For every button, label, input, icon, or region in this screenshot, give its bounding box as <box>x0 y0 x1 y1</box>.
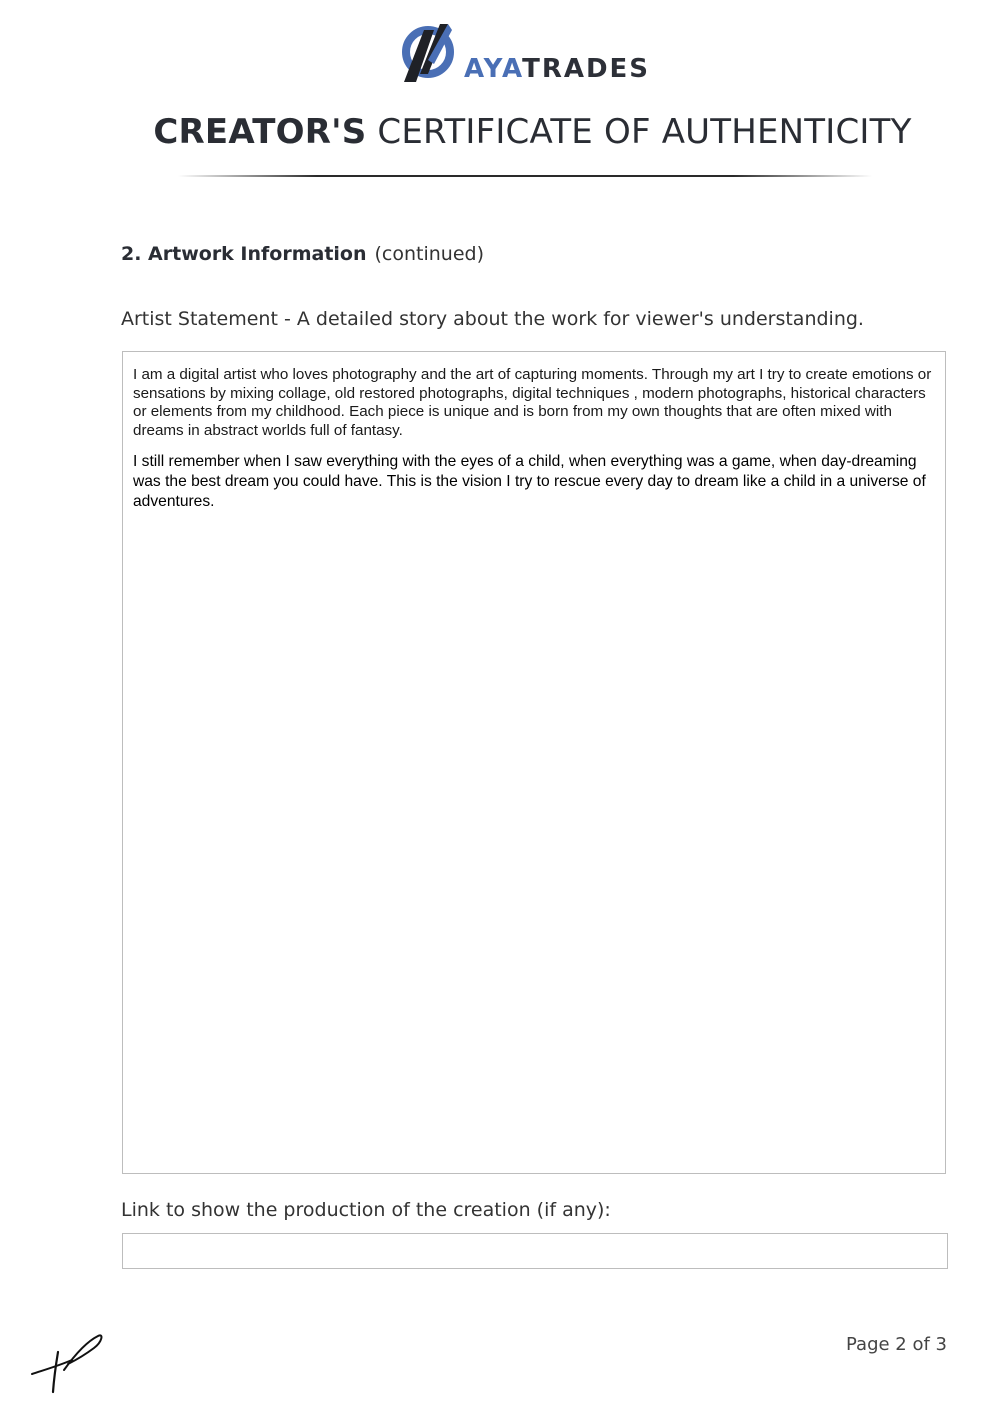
brand-name-part1: AYA <box>464 54 523 84</box>
section-heading <box>121 243 484 265</box>
brand-wordmark <box>464 56 650 82</box>
section-heading-suffix: (continued) <box>374 243 485 265</box>
brand-name-part2: TRADES <box>522 54 651 84</box>
brand-logo <box>398 20 668 90</box>
statement-paragraph-1: I am a digital artist who loves photography and the art of capturing moments. Through my art I try to create emotions or sensations by mixing collage, old restored photographs, digital techniques , modern photographs, historical characters or elements from my childhood. Each piece is unique and is born from my own thoughts that are often mixed with dreams in abstract worlds full of fantasy. <box>133 366 932 439</box>
page-title <box>0 112 1000 153</box>
ayatrades-logo-icon <box>398 20 458 86</box>
artist-signature <box>28 1330 108 1396</box>
artist-statement-field[interactable] <box>122 351 946 1174</box>
production-link-label: Link to show the production of the creation (if any): <box>121 1199 611 1221</box>
title-light: CERTIFICATE OF AUTHENTICITY <box>377 112 912 152</box>
title-bold: CREATOR'S <box>153 112 367 152</box>
title-divider <box>178 175 872 177</box>
artist-statement-label: Artist Statement - A detailed story about the work for viewer's understanding. <box>121 308 864 330</box>
page-number: Page 2 of 3 <box>846 1334 947 1355</box>
section-heading-text: 2. Artwork Information <box>121 243 367 265</box>
statement-paragraph-2: I still remember when I saw everything with the eyes of a child, when everything was a game, when day-dreaming was the best dream you could have. This is the vision I try to rescue every day to dream like a child in a universe of adventures. <box>133 453 926 511</box>
production-link-field[interactable] <box>122 1233 948 1269</box>
